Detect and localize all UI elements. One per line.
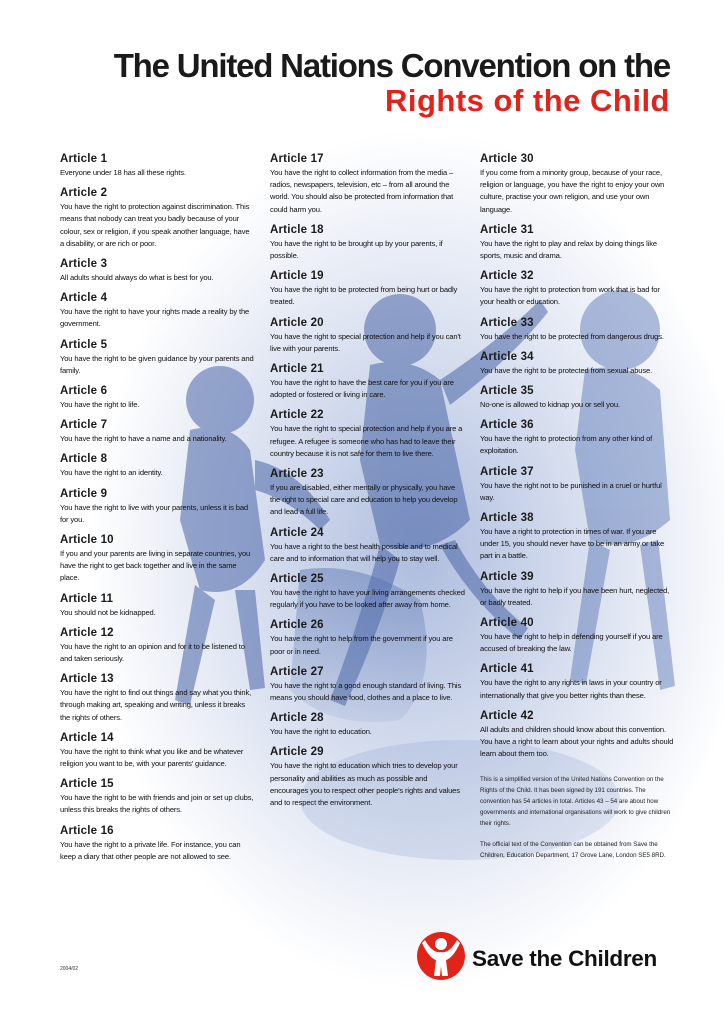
article-heading: Article 1 [60,153,108,165]
article-heading: Article 4 [60,292,108,305]
note-paragraph: The official text of the Convention can be obtained from Save the Children, Education Department, 17 Grove Lane, London SE5 8RD. [480,841,666,860]
article-text: You have the right to be given guidance by your parents and family. [60,353,254,375]
article-heading: Article 10 [60,534,114,547]
article-text: All adults should always do what is best for you. [60,273,214,283]
article-heading: Article 35 [480,385,534,398]
save-the-children-logo [415,924,675,984]
article-heading: Article 6 [60,385,108,398]
article-text: All adults and children should know about this convention. You have a right to learn about your rights and adults should learn about them too. [480,724,674,759]
article-item [270,316,465,355]
article-item [60,418,255,445]
article-text: You have the right not to be punished in a cruel or hurtful way. [480,480,662,502]
article-heading: Article 27 [270,665,324,678]
article-item [480,350,675,377]
article-item [480,616,675,655]
article-heading: Article 19 [270,270,324,283]
article-item [270,362,465,401]
article-text: You have the right to have a name and a nationality. [60,434,227,444]
article-item [60,257,255,284]
article-item [60,487,255,526]
article-heading: Article 5 [60,338,108,351]
article-text: You have the right to special protection and help if you can't live with your parents. [270,331,461,353]
article-item [480,662,675,701]
article-heading: Article 26 [270,619,324,632]
article-item [270,467,465,519]
article-item [480,384,675,411]
article-text: You have the right to protection from any other kind of exploitation. [480,434,653,456]
article-heading: Article 28 [270,712,324,725]
article-item [270,665,465,704]
article-heading: Article 34 [480,350,534,363]
article-item [60,384,255,411]
article-heading: Article 9 [60,487,108,500]
article-item [480,511,675,563]
article-heading: Article 8 [60,453,108,466]
article-heading: Article 18 [270,223,324,236]
logo-wordmark: Save the Children [472,946,657,971]
article-item [60,452,255,479]
article-heading: Article 25 [270,573,324,586]
article-item [270,223,465,262]
article-heading: Article 12 [60,626,114,639]
article-text: You have the right to help from the government if you are poor or in need. [270,634,453,656]
article-item [270,408,465,460]
title-line-1: The United Nations Convention on the [113,47,670,84]
article-item [480,316,675,343]
article-item [270,269,465,308]
article-heading: Article 20 [270,316,324,329]
article-text: You have the right to life. [60,400,140,410]
article-text: No-one is allowed to kidnap you or sell you. [480,400,620,410]
article-text: You have the right to an opinion and for it to be listened to and taken seriously. [60,641,245,664]
article-heading: Article 7 [60,419,108,432]
articles-column-2 [270,152,465,816]
article-item [60,592,255,619]
article-text: You have the right to have your living arrangements checked regularly if you have to be looked after away from home. [270,588,465,610]
article-item [480,465,675,504]
article-item [60,186,255,250]
save-the-children-figure-icon [415,924,467,984]
article-heading: Article 21 [270,363,324,376]
article-text: You have the right to be protected from dangerous drugs. [480,331,664,341]
article-text: You have the right to be protected from being hurt or badly treated. [270,285,458,307]
article-heading: Article 24 [270,526,324,539]
article-heading: Article 23 [270,468,324,481]
article-text: If you and your parents are living in separate countries, you have the right to get back together and live in the same place. [60,549,251,583]
article-heading: Article 16 [60,824,114,837]
article-item [60,291,255,330]
article-heading: Article 30 [480,153,534,165]
article-heading: Article 11 [60,592,114,605]
article-heading: Article 29 [270,746,324,759]
article-text: You have the right to think what you like and be whatever religion you want to be, with your parents' guidance. [60,746,244,769]
article-heading: Article 14 [60,731,114,744]
article-heading: Article 41 [480,663,534,676]
note-paragraph: This is a simplified version of the United Nations Convention on the Rights of the Child. It has been signed by 191 countries. The convention has 54 articles in total. Articles 43 – 54 are about how governments and international organisations will work to give children their rights. [480,776,671,828]
article-text: You have the right to protection from work that is bad for your health or education. [480,285,660,307]
article-text: You have the right to special protection and help if you are a refugee. A refugee is someone who has had to leave their country because it is not safe for them to live there. [270,424,463,458]
article-text: You have the right to help if you have been hurt, neglected, or badly treated. [480,585,670,607]
articles-column-1 [60,152,255,870]
article-heading: Article 3 [60,258,108,271]
article-text: You have the right to be protected from sexual abuse. [480,365,653,375]
article-item [60,152,255,179]
article-heading: Article 32 [480,270,534,283]
convention-note [480,774,675,861]
article-text: You have a right to the best health possible and to medical care and to information that will help you to stay well. [270,541,458,563]
article-item [270,152,465,216]
article-text: You have the right to find out things and say what you think, through making art, speaking and writing, unless it breaks the rights of others. [60,688,252,722]
title-line-2: Rights of the Child [384,83,670,118]
article-item [270,745,465,809]
article-heading: Article 42 [480,709,534,722]
print-code: 2004/02 [60,966,79,972]
article-heading: Article 38 [480,512,534,525]
article-item [60,533,255,585]
article-item [60,731,255,770]
poster-title [114,48,670,118]
article-item [480,709,675,761]
article-item [480,152,675,216]
article-item [60,672,255,724]
article-text: You have the right to protection against discrimination. This means that nobody can treat you badly because of your colour, sex or religion, if you speak another language, have a disability, or are rich or poor. [60,202,250,248]
article-text: You have a right to protection in times of war. If you are under 15, you should never have to be in an army or take part in a battle. [480,527,665,561]
article-text: Everyone under 18 has all these rights. [60,168,186,177]
article-item [480,418,675,457]
article-heading: Article 15 [60,778,114,791]
article-text: You should not be kidnapped. [60,607,156,617]
article-text: You have the right to be brought up by your parents, if possible. [270,238,443,261]
article-text: You have the right to collect information from the media – radios, newspapers, television, etc – from all around the world. You should also be protected from information that could harm you. [270,168,454,214]
article-item [60,824,255,863]
article-text: You have the right to have the best care for you if you are adopted or fostered or living in care. [270,378,454,400]
article-heading: Article 17 [270,153,324,165]
article-text: You have the right to live with your parents, unless it is bad for you. [60,502,248,524]
article-item [270,526,465,565]
article-heading: Article 36 [480,419,534,432]
article-item [60,338,255,377]
article-item [480,269,675,308]
article-heading: Article 33 [480,316,534,329]
article-text: You have the right to help in defending yourself if you are accused of breaking the law. [480,632,663,654]
article-text: You have the right to education. [270,727,372,737]
article-heading: Article 37 [480,465,534,478]
article-text: If you come from a minority group, because of your race, religion or language, you have the right to enjoy your own culture, practise your own religion, and use your own language. [480,168,665,214]
article-text: You have the right to play and relax by doing things like sports, music and drama. [480,238,657,261]
article-text: You have the right to any rights in laws in your country or internationally that give you better rights than these. [480,678,662,700]
article-heading: Article 40 [480,617,534,630]
article-item [270,618,465,657]
article-text: You have the right to a good enough standard of living. This means you should have food, clothes and a place to live. [270,680,462,703]
article-text: You have the right to have your rights made a reality by the government. [60,307,250,329]
article-heading: Article 2 [60,187,108,200]
article-heading: Article 31 [480,223,534,236]
article-item [270,711,465,738]
article-text: You have the right to be with friends and join or set up clubs, unless this breaks the rights of others. [60,793,254,815]
article-item [60,777,255,816]
article-item [270,572,465,611]
article-heading: Article 22 [270,409,324,422]
article-text: You have the right to a private life. For instance, you can keep a diary that other people are not allowed to see. [60,839,241,861]
article-heading: Article 39 [480,570,534,583]
article-item [480,223,675,262]
articles-column-3 [480,152,675,871]
article-item [480,570,675,609]
article-text: You have the right to education which tries to develop your personality and abilities as much as possible and encourages you to respect other people's rights and values and to respect the environment. [270,761,460,808]
article-heading: Article 13 [60,673,114,686]
article-item [60,626,255,665]
article-text: You have the right to an identity. [60,468,163,478]
article-text: If you are disabled, either mentally or physically, you have the right to special care and education to help you develop and lead a full life. [270,483,458,517]
